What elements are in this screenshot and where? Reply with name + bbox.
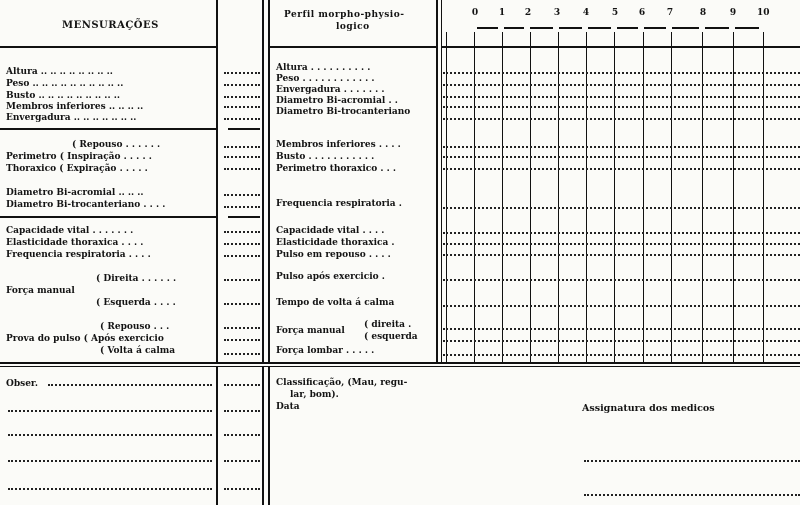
rule (268, 46, 438, 48)
left-value-field[interactable] (224, 84, 260, 86)
divider (441, 0, 442, 362)
scale-bracket (477, 27, 498, 29)
grid-column-line (586, 32, 587, 362)
observation-line[interactable] (8, 460, 212, 462)
grid-row-line[interactable] (443, 354, 800, 356)
right-row-envergadura: Envergadura . . . . . . . (276, 85, 385, 95)
grid-column-line (502, 32, 503, 362)
rule (0, 216, 216, 218)
observation-line[interactable] (8, 410, 212, 412)
grid-column-line (702, 32, 703, 362)
grid-column-line (558, 32, 559, 362)
scale-bracket (735, 27, 759, 29)
left-value-field[interactable] (224, 156, 260, 158)
grid-row-line[interactable] (443, 84, 800, 86)
left-row-peso: Peso .. .. .. .. .. .. .. .. .. .. (6, 79, 124, 89)
left-diametro-trocanteriano: Diametro Bi-trocanteriano . . . . (6, 200, 166, 210)
rule (0, 362, 800, 364)
observation-line[interactable] (48, 384, 212, 386)
grid-row-line[interactable] (443, 232, 800, 234)
classificacao-line2: lar, bom). (290, 390, 339, 400)
grid-column-line (446, 32, 447, 362)
classificacao-line1: Classificação, (Mau, regu- (276, 378, 408, 388)
scale-bracket (617, 27, 638, 29)
left-row-altura: Altura .. .. .. .. .. .. .. .. (6, 67, 113, 77)
left-forca-label: Força manual (6, 286, 75, 296)
rule (0, 46, 216, 48)
observation-value-field[interactable] (224, 460, 260, 462)
left-row-membros: Membros inferiores .. .. .. .. (6, 102, 144, 112)
divider (262, 0, 264, 362)
grid-column-line (763, 32, 764, 362)
divider (262, 366, 264, 505)
scale-number: 2 (524, 8, 532, 18)
grid-row-line[interactable] (443, 328, 800, 330)
left-value-field[interactable] (224, 303, 260, 305)
left-value-field[interactable] (224, 72, 260, 74)
grid-row-line[interactable] (443, 96, 800, 98)
right-row-frequencia: Frequencia respiratoria . (276, 199, 402, 209)
right-row-altura: Altura . . . . . . . . . . (276, 63, 371, 73)
scale-bracket (672, 27, 699, 29)
rule (0, 366, 800, 367)
left-row-capacidade: Capacidade vital . . . . . . . (6, 226, 134, 236)
data-label: Data (276, 402, 300, 412)
scale-bracket (559, 27, 582, 29)
scale-number: 5 (611, 8, 619, 18)
divider (268, 366, 270, 505)
scale-bracket (530, 27, 553, 29)
divider (268, 0, 270, 362)
right-row-elasticidade: Elasticidade thoraxica . (276, 238, 395, 248)
signature-label: Assignatura dos medicos (582, 403, 715, 414)
right-row-peso: Peso . . . . . . . . . . . . (276, 74, 375, 84)
observation-value-field[interactable] (224, 488, 260, 490)
signature-line[interactable] (584, 460, 800, 462)
observation-line[interactable] (8, 434, 212, 436)
left-value-field[interactable] (224, 194, 260, 196)
scale-bracket (504, 27, 524, 29)
left-perimetro-expiracao: Thoraxico ( Expiração . . . . . (6, 164, 148, 174)
left-value-field[interactable] (224, 327, 260, 329)
left-value-field[interactable] (224, 353, 260, 355)
observation-value-field[interactable] (224, 384, 260, 386)
scale-number: 1 (498, 8, 506, 18)
left-row-busto: Busto .. .. .. .. .. .. .. .. .. (6, 91, 120, 101)
grid-row-line[interactable] (443, 168, 800, 170)
left-row-elasticidade: Elasticidade thoraxica . . . . (6, 238, 144, 248)
left-perimetro-inspiracao: Perimetro ( Inspiração . . . . . (6, 152, 152, 162)
scale-number: 7 (666, 8, 674, 18)
right-row-tempo-volta: Tempo de volta á calma (276, 298, 395, 308)
divider (436, 0, 438, 362)
grid-row-line[interactable] (443, 118, 800, 120)
left-value-field[interactable] (224, 279, 260, 281)
left-value-field[interactable] (224, 118, 260, 120)
grid-row-line[interactable] (443, 106, 800, 108)
grid-column-line (614, 32, 615, 362)
grid-row-line[interactable] (443, 207, 800, 209)
left-pulso-repouso: ( Repouso . . . (100, 322, 170, 332)
right-row-capacidade: Capacidade vital . . . . (276, 226, 385, 236)
scale-number: 10 (757, 8, 770, 18)
grid-column-line (643, 32, 644, 362)
rule (228, 216, 260, 218)
left-row-envergadura: Envergadura .. .. .. .. .. .. .. (6, 113, 137, 123)
left-perimetro-repouso: ( Repouso . . . . . . (72, 140, 161, 150)
right-row-pulso-repouso: Pulso em repouso . . . . (276, 250, 391, 260)
col2-title-line1: Perfil morpho-physio- (284, 10, 405, 20)
scale-number: 9 (729, 8, 737, 18)
divider (216, 366, 218, 505)
left-value-field[interactable] (224, 243, 260, 245)
grid-row-line[interactable] (443, 243, 800, 245)
grid-row-line[interactable] (443, 146, 800, 148)
right-forca-direita: ( direita . (364, 320, 412, 330)
right-row-busto: Busto . . . . . . . . . . . (276, 152, 375, 162)
rule (441, 46, 800, 48)
scale-number: 8 (699, 8, 707, 18)
left-value-field[interactable] (224, 339, 260, 341)
left-value-field[interactable] (224, 146, 260, 148)
left-diametro-acromial: Diametro Bi-acromial .. .. .. (6, 188, 144, 198)
left-value-field[interactable] (224, 96, 260, 98)
observation-value-field[interactable] (224, 410, 260, 412)
scale-number: 0 (471, 8, 479, 18)
grid-column-line (671, 32, 672, 362)
left-value-field[interactable] (224, 255, 260, 257)
right-row-perimetro: Perimetro thoraxico . . . (276, 164, 397, 174)
scale-number: 3 (553, 8, 561, 18)
grid-row-line[interactable] (443, 254, 800, 256)
left-value-field[interactable] (224, 206, 260, 208)
scale-bracket (705, 27, 729, 29)
left-value-field[interactable] (224, 168, 260, 170)
left-value-field[interactable] (224, 106, 260, 108)
scale-bracket (644, 27, 666, 29)
left-forca-esquerda: ( Esquerda . . . . (96, 298, 176, 308)
grid-row-line[interactable] (443, 305, 800, 307)
grid-column-line (733, 32, 734, 362)
col1-title: MENSURAÇÕES (62, 20, 159, 31)
divider (216, 0, 218, 362)
left-forca-direita: ( Direita . . . . . . (96, 274, 177, 284)
observation-line[interactable] (8, 488, 212, 490)
rule (228, 128, 260, 130)
left-pulso-label: Prova do pulso ( Após exercicio (6, 334, 164, 344)
right-forca-manual: Força manual (276, 326, 345, 336)
grid-row-line[interactable] (443, 340, 800, 342)
rule (0, 128, 216, 130)
grid-column-line (530, 32, 531, 362)
left-pulso-volta: ( Volta á calma (100, 346, 176, 356)
right-row-trocanteriano: Diametro Bi-trocanteriano (276, 107, 411, 117)
grid-row-line[interactable] (443, 72, 800, 74)
left-row-frequencia: Frequencia respiratoria . . . . (6, 250, 151, 260)
right-forca-lombar: Força lombar . . . . . (276, 346, 375, 356)
observation-value-field[interactable] (224, 434, 260, 436)
signature-line[interactable] (584, 494, 800, 496)
right-row-acromial: Diametro Bi-acromial . . (276, 96, 398, 106)
grid-column-line (474, 32, 475, 362)
right-row-pulso-apos: Pulso após exercicio . (276, 272, 385, 282)
obser-label: Obser. (6, 379, 38, 389)
col2-title-line2: logico (336, 22, 370, 32)
left-value-field[interactable] (224, 231, 260, 233)
scale-number: 4 (582, 8, 590, 18)
grid-row-line[interactable] (443, 156, 800, 158)
grid-row-line[interactable] (443, 279, 800, 281)
scale-bracket (588, 27, 611, 29)
right-row-membros: Membros inferiores . . . . (276, 140, 401, 150)
scale-number: 6 (638, 8, 646, 18)
right-forca-esquerda: ( esquerda (364, 332, 418, 342)
